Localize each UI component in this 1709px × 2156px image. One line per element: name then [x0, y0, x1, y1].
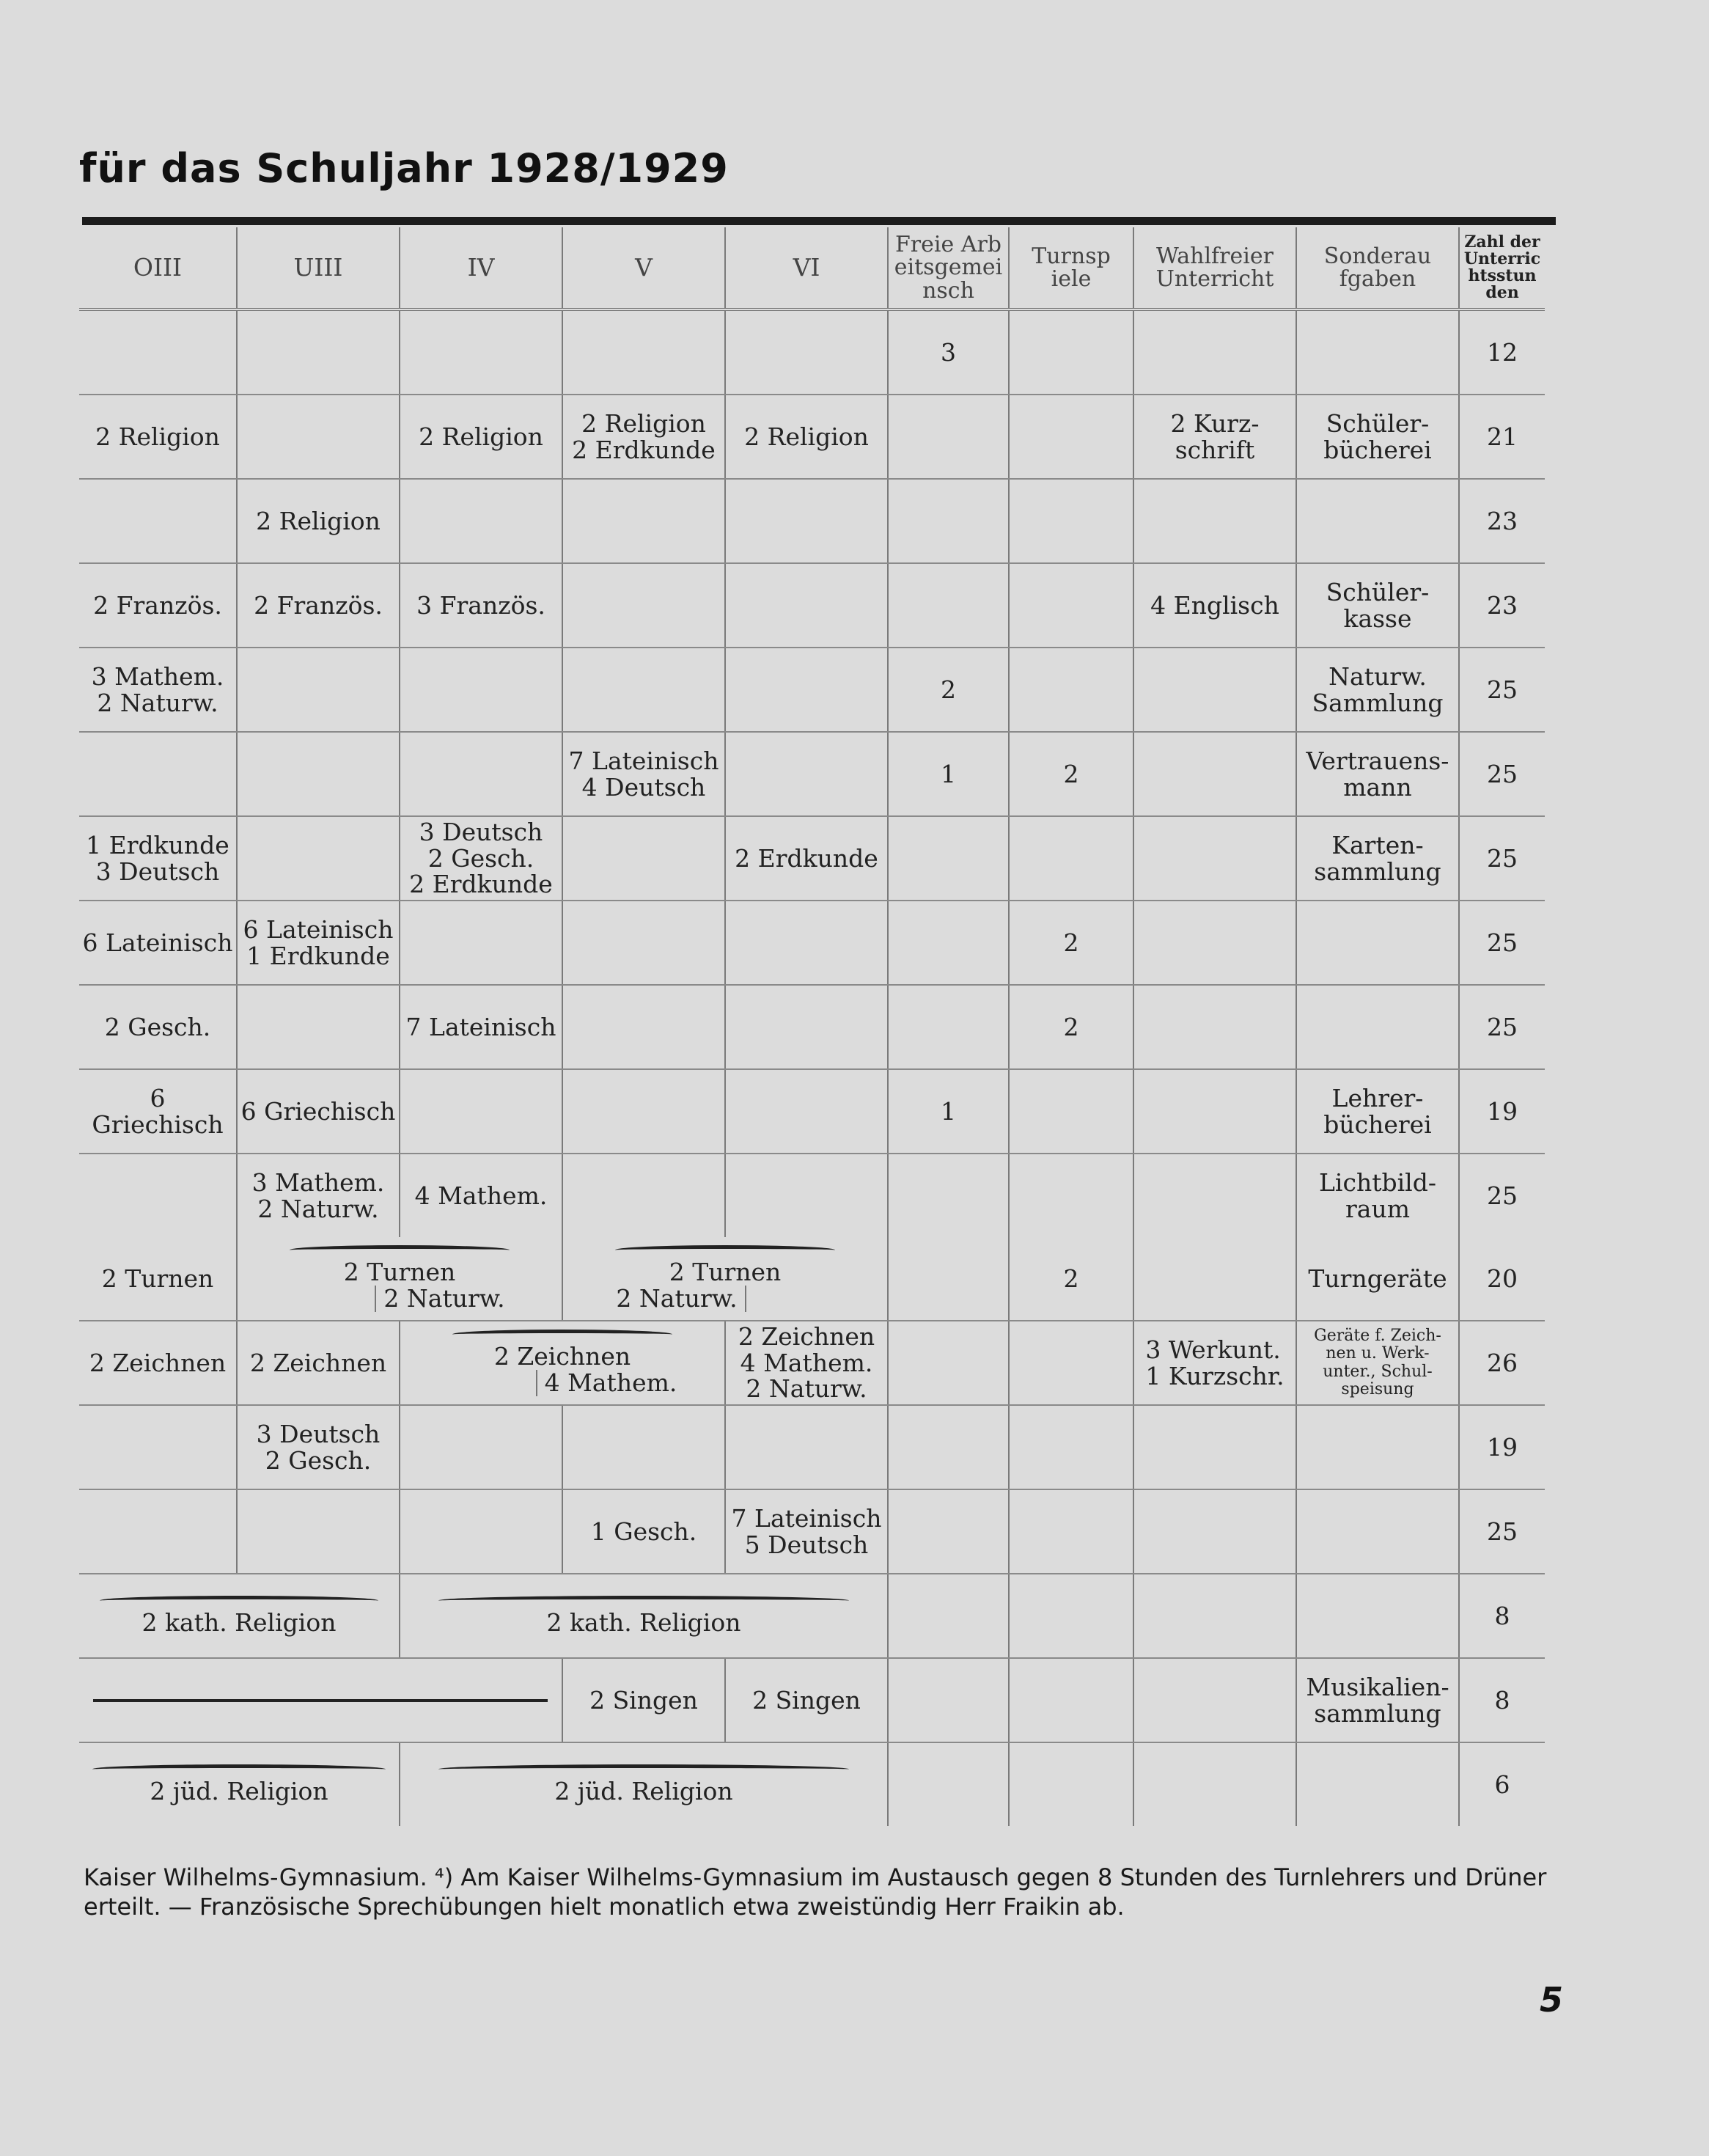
cell	[562, 1405, 725, 1489]
cell	[888, 901, 1009, 985]
table-row	[79, 985, 1545, 1069]
cell	[725, 985, 888, 1069]
col-header: UIII	[237, 227, 400, 309]
table-row	[79, 1574, 1545, 1658]
cell: 2 Singen	[725, 1658, 888, 1742]
cell: 8	[1459, 1574, 1545, 1658]
footnote: Kaiser Wilhelms-Gymnasium. ⁴) Am Kaiser Wilhelms-Gymnasium im Austausch gegen 8 Stunden des Turnlehrers und Drüner erteilt. — Französische Sprechübungen hielt monatlich etwa zweistündig Herr Fraikin ab.	[84, 1863, 1547, 1921]
cell	[79, 1405, 237, 1489]
cell	[562, 816, 725, 901]
cell: Turngeräte	[1296, 1237, 1459, 1321]
cell	[1133, 1658, 1296, 1742]
cell: Geräte f. Zeich- nen u. Werk- unter., Schul- speisung	[1296, 1321, 1459, 1405]
cell	[79, 1489, 237, 1574]
cell	[1133, 732, 1296, 816]
cell: Schüler- kasse	[1296, 563, 1459, 648]
cell: 23	[1459, 479, 1545, 563]
table-row	[79, 479, 1545, 563]
cell	[237, 732, 400, 816]
cell	[1133, 1237, 1296, 1321]
cell	[79, 479, 237, 563]
cell: 19	[1459, 1069, 1545, 1154]
cell	[562, 1069, 725, 1154]
cell	[1296, 1405, 1459, 1489]
cell	[1009, 816, 1133, 901]
cell: 23	[1459, 563, 1545, 648]
page-number: 5	[1540, 1980, 1564, 2020]
cell	[1133, 1069, 1296, 1154]
cell: 2 Religion	[237, 479, 400, 563]
cell	[1133, 985, 1296, 1069]
table-row	[79, 732, 1545, 816]
col-header: V	[562, 227, 725, 309]
cell: 2 Religion	[400, 395, 562, 479]
cell: 8	[1459, 1658, 1545, 1742]
cell	[562, 901, 725, 985]
cell: 2 Französ.	[79, 563, 237, 648]
table-row	[79, 1658, 1545, 1742]
cell	[237, 648, 400, 732]
cell	[888, 1658, 1009, 1742]
cell	[888, 1489, 1009, 1574]
table-row	[79, 1069, 1545, 1154]
cell-span: 2 jüd. Religion	[400, 1742, 888, 1826]
cell	[1133, 309, 1296, 395]
cell	[1296, 1574, 1459, 1658]
cell	[79, 732, 237, 816]
cell: 6 Griechisch	[237, 1069, 400, 1154]
cell: 2	[1009, 985, 1133, 1069]
cell	[237, 395, 400, 479]
cell	[888, 816, 1009, 901]
cell: 2	[1009, 732, 1133, 816]
timetable	[79, 227, 1545, 1826]
cell: 2 Religion 2 Erdkunde	[562, 395, 725, 479]
cell: 2	[1009, 1237, 1133, 1321]
cell	[888, 1405, 1009, 1489]
header-row	[79, 227, 1545, 309]
cell	[1133, 1742, 1296, 1826]
cell	[1296, 309, 1459, 395]
cell: 2 Turnen	[79, 1237, 237, 1321]
cell: 2 Religion	[725, 395, 888, 479]
cell-span: 2 kath. Religion	[400, 1574, 888, 1658]
table-row	[79, 1237, 1545, 1321]
cell: 4 Mathem.	[400, 1154, 562, 1237]
cell: Naturw. Sammlung	[1296, 648, 1459, 732]
cell	[888, 1237, 1009, 1321]
cell	[888, 1154, 1009, 1237]
cell: 2 Erdkunde	[725, 816, 888, 901]
cell	[1133, 648, 1296, 732]
cell	[400, 648, 562, 732]
table-row	[79, 1405, 1545, 1489]
cell: 25	[1459, 1489, 1545, 1574]
cell: Schüler- bücherei	[1296, 395, 1459, 479]
cell: 6 Lateinisch	[79, 901, 237, 985]
cell	[1009, 1321, 1133, 1405]
table-row	[79, 1154, 1545, 1237]
cell	[562, 985, 725, 1069]
cell: 6	[1494, 1770, 1510, 1799]
col-header: Turnspiele	[1009, 227, 1133, 309]
cell	[1009, 309, 1133, 395]
cell: 3 Werkunt. 1 Kurzschr.	[1133, 1321, 1296, 1405]
cell	[1133, 1154, 1296, 1237]
cell: 2 Zeichnen	[237, 1321, 400, 1405]
cell: 1	[888, 732, 1009, 816]
col-header: Wahlfreier Unterricht	[1133, 227, 1296, 309]
cell: 3	[888, 309, 1009, 395]
cell: 2 Zeichnen 4 Mathem. 2 Naturw.	[725, 1321, 888, 1405]
cell	[1009, 1489, 1133, 1574]
table-row	[79, 309, 1545, 395]
cell	[725, 479, 888, 563]
cell: 6 Lateinisch 1 Erdkunde	[237, 901, 400, 985]
cell	[725, 563, 888, 648]
cell: 3 Französ.	[400, 563, 562, 648]
table-row	[79, 1489, 1545, 1574]
cell	[1133, 816, 1296, 901]
cell: 3 Deutsch 2 Gesch.	[237, 1405, 400, 1489]
cell	[725, 1069, 888, 1154]
cell-span	[79, 1658, 562, 1742]
cell	[1296, 901, 1459, 985]
table-row	[79, 648, 1545, 732]
cell	[1133, 901, 1296, 985]
cell	[1009, 1658, 1133, 1742]
cell	[1009, 1405, 1133, 1489]
cell	[237, 309, 400, 395]
cell	[1009, 648, 1133, 732]
cell	[888, 985, 1009, 1069]
col-header: Freie Arbeitsgemeinsch	[888, 227, 1009, 309]
cell: 3 Mathem. 2 Naturw.	[79, 648, 237, 732]
cell	[400, 732, 562, 816]
cell	[725, 309, 888, 395]
cell: 25	[1459, 648, 1545, 732]
cell	[1009, 1574, 1133, 1658]
cell	[888, 1574, 1009, 1658]
cell: 2 Singen	[562, 1658, 725, 1742]
cell-span: 2 Zeichnen 4 Mathem.	[400, 1321, 725, 1405]
cell	[562, 309, 725, 395]
cell: 26	[1459, 1321, 1545, 1405]
cell	[562, 648, 725, 732]
header-rule	[82, 217, 1556, 225]
cell: 7 Lateinisch 5 Deutsch	[725, 1489, 888, 1574]
cell: Vertrauens- mann	[1296, 732, 1459, 816]
cell	[237, 985, 400, 1069]
cell-span: 2 Turnen 2 Naturw.	[237, 1237, 562, 1321]
cell: 7 Lateinisch	[400, 985, 562, 1069]
cell	[1296, 479, 1459, 563]
cell: 1 Gesch.	[562, 1489, 725, 1574]
cell	[725, 1405, 888, 1489]
cell	[1009, 1069, 1133, 1154]
table-row	[79, 1321, 1545, 1405]
cell: Lehrer- bücherei	[1296, 1069, 1459, 1154]
cell	[725, 648, 888, 732]
cell: 2 Religion	[79, 395, 237, 479]
cell: 1	[888, 1069, 1009, 1154]
col-header: IV	[400, 227, 562, 309]
cell: 2 Gesch.	[79, 985, 237, 1069]
cell: Musikalien- sammlung	[1296, 1658, 1459, 1742]
cell	[1009, 1154, 1133, 1237]
cell	[562, 1154, 725, 1237]
cell: 3 Deutsch 2 Gesch. 2 Erdkunde	[400, 816, 562, 901]
cell-span: 2 Turnen 2 Naturw.	[562, 1237, 888, 1321]
cell	[725, 901, 888, 985]
cell	[400, 309, 562, 395]
table-row	[79, 901, 1545, 985]
cell: 2 Zeichnen	[79, 1321, 237, 1405]
cell: 4 Englisch	[1133, 563, 1296, 648]
cell	[725, 1154, 888, 1237]
cell: 20	[1459, 1237, 1545, 1321]
cell: 12	[1459, 309, 1545, 395]
cell: Karten- sammlung	[1296, 816, 1459, 901]
cell: 25	[1487, 1181, 1518, 1210]
cell: 2	[1009, 901, 1133, 985]
cell: 25	[1459, 985, 1545, 1069]
table-row	[79, 563, 1545, 648]
page-title: für das Schuljahr 1928/1929	[79, 145, 729, 191]
cell	[1133, 1489, 1296, 1574]
cell	[1133, 1574, 1296, 1658]
cell	[1009, 563, 1133, 648]
table-row	[79, 395, 1545, 479]
cell	[725, 732, 888, 816]
cell: 21	[1459, 395, 1545, 479]
cell	[1296, 1489, 1459, 1574]
cell	[1133, 479, 1296, 563]
cell: 25	[1459, 732, 1545, 816]
cell	[400, 1489, 562, 1574]
cell	[400, 1069, 562, 1154]
table-row	[79, 1742, 1545, 1826]
cell	[562, 479, 725, 563]
cell	[400, 479, 562, 563]
cell-span: 2 kath. Religion	[79, 1574, 400, 1658]
cell: 25	[1459, 816, 1545, 901]
cell	[400, 901, 562, 985]
cell	[1009, 1742, 1133, 1826]
cell	[400, 1405, 562, 1489]
cell-span: 2 jüd. Religion	[79, 1742, 400, 1826]
cell	[888, 395, 1009, 479]
cell	[237, 816, 400, 901]
col-header: Sonderaufgaben	[1296, 227, 1459, 309]
cell	[888, 1742, 1009, 1826]
cell	[1009, 395, 1133, 479]
table-row	[79, 816, 1545, 901]
cell	[1009, 479, 1133, 563]
cell: 25	[1459, 901, 1545, 985]
cell: 2	[888, 648, 1009, 732]
cell	[1133, 1405, 1296, 1489]
cell	[562, 563, 725, 648]
cell	[888, 563, 1009, 648]
cell	[237, 1489, 400, 1574]
cell: 2 Kurz- schrift	[1133, 395, 1296, 479]
col-header: OIII	[79, 227, 237, 309]
cell: 1 Erdkunde 3 Deutsch	[79, 816, 237, 901]
cell: 2 Französ.	[237, 563, 400, 648]
cell: 19	[1459, 1405, 1545, 1489]
col-header: VI	[725, 227, 888, 309]
cell	[79, 309, 237, 395]
cell: 6 Griechisch	[79, 1069, 237, 1154]
cell	[888, 1321, 1009, 1405]
cell	[1296, 985, 1459, 1069]
cell: 7 Lateinisch 4 Deutsch	[562, 732, 725, 816]
cell	[888, 479, 1009, 563]
col-header: Zahl der Unterrichtsstunden	[1459, 227, 1545, 309]
cell: Lichtbild- raum	[1296, 1154, 1459, 1237]
cell: 3 Mathem. 2 Naturw.	[237, 1154, 400, 1237]
cell	[79, 1154, 237, 1237]
cell	[1296, 1742, 1459, 1826]
